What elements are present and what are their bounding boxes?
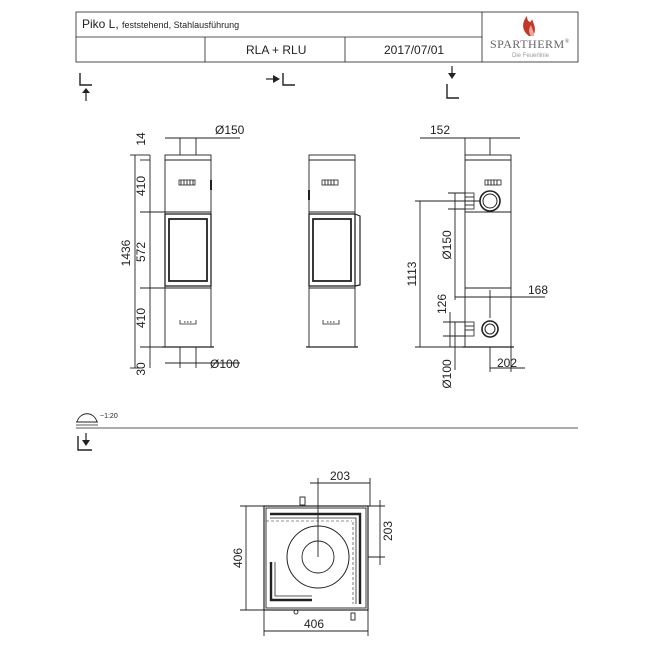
dim-side-1113: 1113 bbox=[405, 261, 419, 287]
brand-tagline: Die Feuerlinie bbox=[512, 53, 550, 59]
dim-front-410-top: 410 bbox=[134, 175, 148, 197]
dim-plan-203-height: 203 bbox=[381, 520, 395, 542]
dim-side-126: 126 bbox=[435, 293, 449, 315]
product-name: Piko L bbox=[82, 17, 116, 31]
dim-side-152: 152 bbox=[430, 123, 451, 137]
dim-side-168: 168 bbox=[528, 283, 549, 297]
dim-front-572: 572 bbox=[134, 241, 148, 263]
dim-front-d150: Ø150 bbox=[215, 123, 245, 137]
dim-side-d150: Ø150 bbox=[440, 230, 454, 260]
scale-label: ~1:20 bbox=[100, 413, 118, 420]
dim-plan-406-height: 406 bbox=[231, 547, 245, 569]
dim-front-d100: Ø100 bbox=[210, 357, 240, 371]
dim-front-1436: 1436 bbox=[119, 239, 133, 267]
brand-mark: ® bbox=[564, 39, 570, 45]
dim-front-410-bottom: 410 bbox=[134, 307, 148, 329]
dim-side-d100: Ø100 bbox=[440, 359, 454, 389]
variant-label: RLA + RLU bbox=[246, 43, 307, 57]
dim-plan-406-width: 406 bbox=[304, 617, 325, 631]
dim-front-30: 30 bbox=[134, 362, 148, 376]
dim-side-202: 202 bbox=[497, 356, 518, 370]
dim-front-14: 14 bbox=[134, 132, 148, 146]
date-label: 2017/07/01 bbox=[384, 43, 445, 57]
brand-name: SPARTHERM bbox=[490, 37, 565, 51]
product-title: Piko L, feststehend, Stahlausführung bbox=[82, 17, 240, 31]
dim-plan-203-width: 203 bbox=[330, 469, 351, 483]
product-subtitle: feststehend, Stahlausführung bbox=[122, 20, 240, 30]
